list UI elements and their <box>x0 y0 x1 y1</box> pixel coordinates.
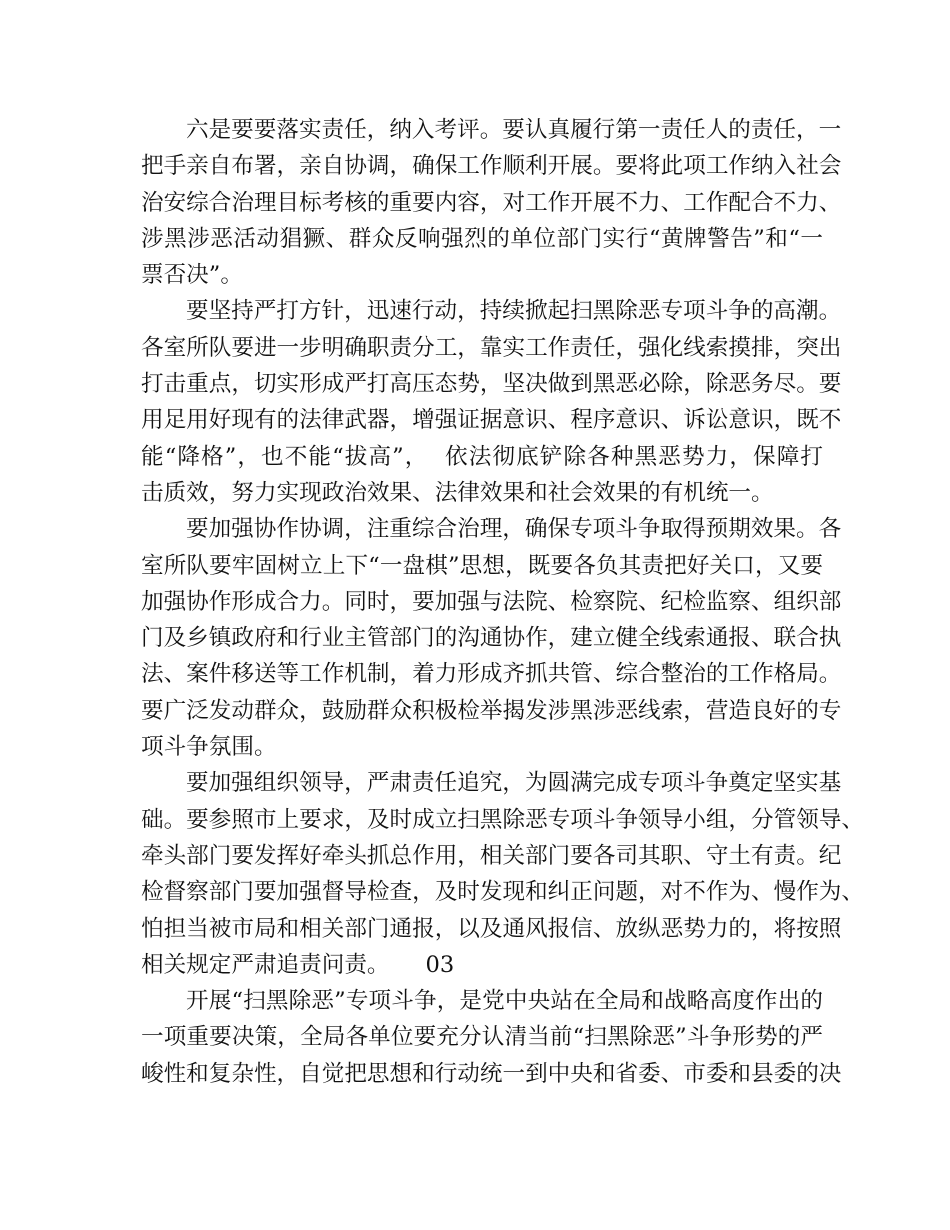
text-line: 要坚持严打方针，迅速行动，持续掀起扫黑除恶专项斗争的高潮。 <box>186 298 842 325</box>
text-line: 法、案件移送等工作机制，着力形成齐抓共管、综合整治的工作格局。 <box>141 661 842 688</box>
paragraph-campaign-significance <box>141 983 842 1092</box>
text-line: 打击重点，切实形成严打高压态势，坚决做到黑恶必除，除恶务尽。要 <box>141 371 842 398</box>
text-line: 怕担当被市局和相关部门通报，以及通风报信、放纵恶势力的，将按照 <box>141 915 842 942</box>
text-line: 开展“扫黑除恶”专项斗争，是党中央站在全局和战略高度作出的 <box>186 988 823 1015</box>
text-line: 峻性和复杂性，自觉把思想和行动统一到中央和省委、市委和县委的决 <box>141 1060 842 1087</box>
text-line: 六是要要落实责任，纳入考评。要认真履行第一责任人的责任，一 <box>186 117 842 143</box>
text-line: 要加强组织领导，严肃责任追究，为圆满完成专项斗争奠定坚实基 <box>186 770 842 797</box>
paragraph-leadership <box>141 765 864 983</box>
paragraph-strike-hard <box>141 293 842 511</box>
text-line: 一项重要决策，全局各单位要充分认清当前“扫黑除恶”斗争形势的严 <box>141 1024 823 1051</box>
text-line: 相关规定严肃追责问责。 03 <box>141 951 455 978</box>
text-line: 要加强协作协调，注重综合治理，确保专项斗争取得预期效果。各 <box>186 516 842 543</box>
text-line: 能“降格”，也不能“拔高”， 依法彻底铲除各种黑恶势力，保障打 <box>141 443 823 470</box>
text-line: 检督察部门要加强督导检查，及时发现和纠正问题，对不作为、慢作为、 <box>141 879 864 906</box>
text-line: 把手亲自布署，亲自协调，确保工作顺利开展。要将此项工作纳入社会 <box>141 153 842 180</box>
text-line: 各室所队要进一步明确职责分工，靠实工作责任，强化线索摸排，突出 <box>141 334 842 361</box>
text-line: 项斗争氛围。 <box>141 734 277 761</box>
text-line: 票否决”。 <box>141 262 243 289</box>
paragraph-accountability <box>141 112 842 293</box>
text-line: 要广泛发动群众，鼓励群众积极检举揭发涉黑涉恶线索，营造良好的专 <box>141 697 842 724</box>
text-line: 牵头部门要发挥好牵头抓总作用，相关部门要各司其职、守土有责。纪 <box>141 842 842 869</box>
text-line: 击质效，努力实现政治效果、法律效果和社会效果的有机统一。 <box>141 479 774 506</box>
document-body <box>141 112 864 1092</box>
text-line: 治安综合治理目标考核的重要内容，对工作开展不力、工作配合不力、 <box>141 189 842 216</box>
text-line: 础。要参照市上要求，及时成立扫黑除恶专项斗争领导小组，分管领导、 <box>141 806 864 833</box>
paragraph-coordination <box>141 511 842 765</box>
text-line: 门及乡镇政府和行业主管部门的沟通协作，建立健全线索通报、联合执 <box>141 625 842 652</box>
text-line: 涉黑涉恶活动猖獗、群众反响强烈的单位部门实行“黄牌警告”和“一 <box>141 225 823 252</box>
text-line: 加强协作形成合力。同时，要加强与法院、检察院、纪检监察、组织部 <box>141 588 842 615</box>
text-line: 室所队要牢固树立上下“一盘棋”思想，既要各负其责把好关口，又要 <box>141 552 823 579</box>
text-line: 用足用好现有的法律武器，增强证据意识、程序意识、诉讼意识，既不 <box>141 407 842 434</box>
